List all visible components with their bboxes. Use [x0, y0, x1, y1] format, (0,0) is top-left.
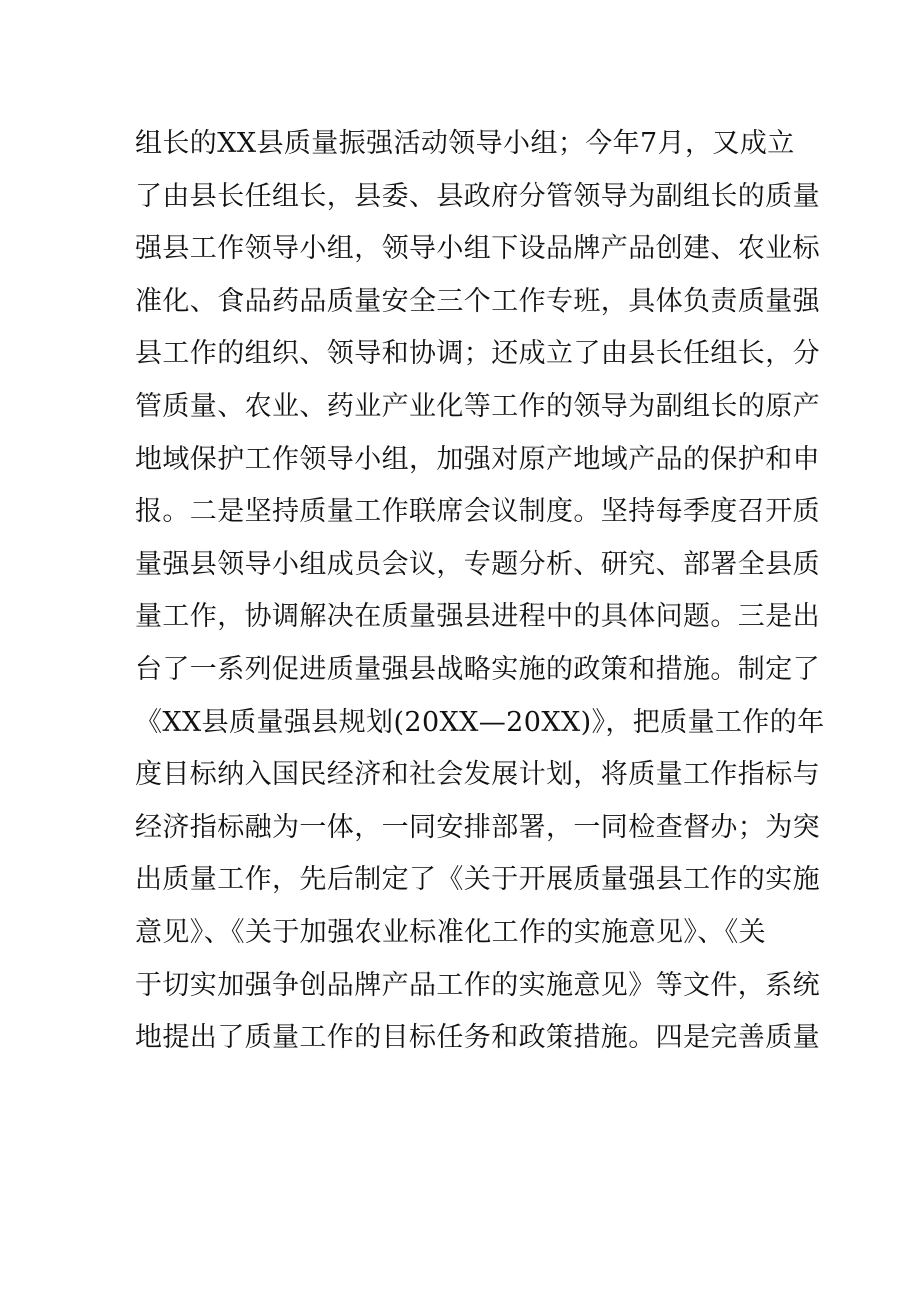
text-line: 度目标纳入国民经济和社会发展计划，将质量工作指标与: [135, 759, 820, 791]
text-line: 管质量、农业、药业产业化等工作的领导为副组长的原产: [135, 390, 820, 422]
text-line: 报。二是坚持质量工作联席会议制度。坚持每季度召开质: [135, 496, 820, 528]
text-line: 县工作的组织、领导和协调；还成立了由县长任组长，分: [135, 338, 820, 370]
text-line: 量强县领导小组成员会议，专题分析、研究、部署全县质: [135, 548, 820, 580]
text-line: 地域保护工作领导小组，加强对原产地域产品的保护和申: [135, 443, 820, 475]
text-line: 《XX县质量强县规划(20XX—20XX)》，把质量工作的年: [135, 706, 825, 738]
body-paragraph: [135, 118, 825, 1065]
text-line: 了由县长任组长，县委、县政府分管领导为副组长的质量: [135, 180, 820, 212]
text-line: 组长的XX县质量振强活动领导小组；今年7月，又成立: [135, 128, 795, 159]
text-line: 准化、食品药品质量安全三个工作专班，具体负责质量强: [135, 285, 820, 317]
text-line: 地提出了质量工作的目标任务和政策措施。四是完善质量: [135, 1022, 820, 1054]
text-line: 台了一系列促进质量强县战略实施的政策和措施。制定了: [135, 653, 820, 685]
text-line: 量工作，协调解决在质量强县进程中的具体问题。三是出: [135, 601, 820, 633]
text-line: 意见》、《关于加强农业标准化工作的实施意见》、《关: [135, 916, 766, 948]
text-line: 强县工作领导小组，领导小组下设品牌产品创建、农业标: [135, 233, 820, 265]
text-line: 于切实加强争创品牌产品工作的实施意见》等文件，系统: [135, 969, 820, 1001]
text-line: 出质量工作，先后制定了《关于开展质量强县工作的实施: [135, 864, 820, 896]
text-line: 经济指标融为一体，一同安排部署，一同检查督办；为突: [135, 811, 820, 843]
